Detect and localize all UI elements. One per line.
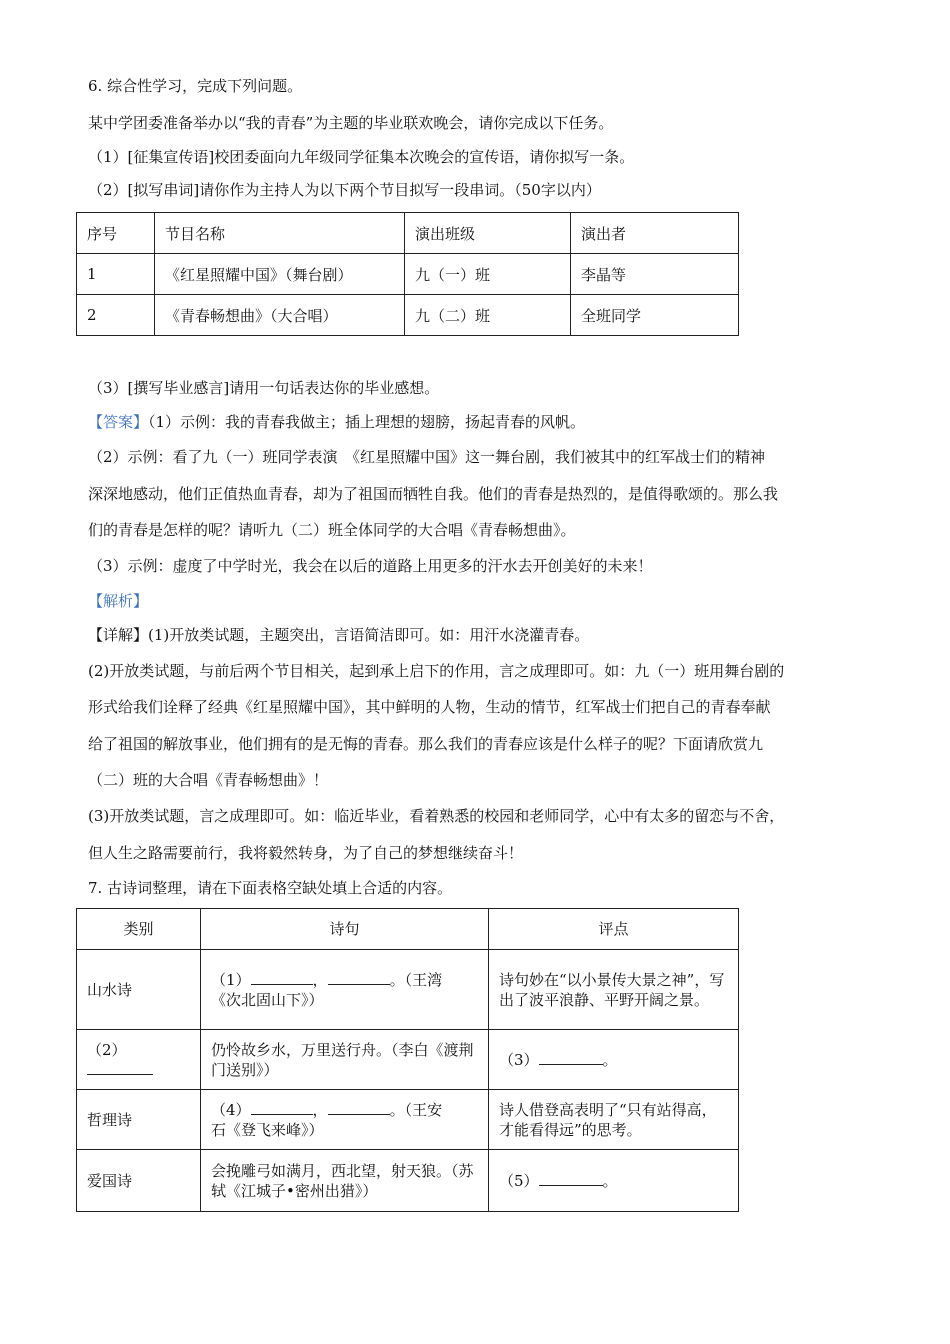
- table-row: [77, 950, 739, 1030]
- answer-blank[interactable]: [328, 1100, 390, 1115]
- answer-2-line-1: （2）示例：看了九（一）班同学表演 《红星照耀中国》这一舞台剧，我们被其中的红军战士们的精神: [88, 448, 766, 466]
- table-cell: 2: [77, 295, 155, 336]
- verse-cell: [201, 950, 489, 1030]
- analysis-tag: 【解析】: [88, 592, 149, 610]
- blank-number: （2）: [87, 1040, 127, 1059]
- detail-2-line-3: 给了祖国的解放事业，他们拥有的是无悔的青春。那么我们的青春应该是什么样子的呢？下面请欣赏九: [88, 735, 764, 753]
- detail-3-line-2: 但人生之路需要前行，我将毅然转身，为了自己的梦想继续奋斗！: [88, 844, 524, 862]
- comment-cell: 诗人借登高表明了“只有站得高，才能看得远”的思考。: [489, 1090, 739, 1150]
- q6-part3: （3）[撰写毕业感言]请用一句话表达你的毕业感想。: [88, 379, 440, 397]
- table-header-row: [77, 909, 739, 950]
- answer-blank[interactable]: [539, 1050, 603, 1065]
- header-cell: 演出者: [571, 213, 739, 254]
- verse-author: 。（王安: [389, 1100, 443, 1119]
- answer-blank[interactable]: [251, 1100, 313, 1115]
- answer-1: （1）示例：我的青春我做主；插上理想的翅膀，扬起青春的风帆。: [148, 413, 586, 431]
- answer-blank[interactable]: [539, 1171, 603, 1186]
- answer-2-line-2: 深深地感动，他们正值热血青春，却为了祖国而牺牲自我。他们的青春是热烈的，是值得歌颂的。那么我: [88, 485, 779, 503]
- q6-part2: （2）[拟写串词]请你作为主持人为以下两个节目拟写一段串词。（50字以内）: [88, 181, 601, 199]
- table-cell: 九（二）班: [405, 295, 571, 336]
- header-cell: 序号: [77, 213, 155, 254]
- table-row: [77, 1090, 739, 1150]
- punctuation: ，: [312, 970, 328, 989]
- comment-cell: [489, 1030, 739, 1090]
- table-cell: 《红星照耀中国》（舞台剧）: [155, 254, 405, 295]
- header-cell: 诗句: [201, 909, 489, 950]
- answer-2-line-3: 们的青春是怎样的呢？请听九（二）班全体同学的大合唱《青春畅想曲》。: [88, 521, 576, 539]
- verse-cell: 仍怜故乡水，万里送行舟。（李白《渡荆门送别》）: [201, 1030, 489, 1090]
- table-cell: 李晶等: [571, 254, 739, 295]
- blank-number: （3）: [499, 1050, 539, 1069]
- header-cell: 节目名称: [155, 213, 405, 254]
- answer-tag: 【答案】: [88, 413, 149, 431]
- table-row: [77, 1030, 739, 1090]
- q6-part1: （1）[征集宣传语]校团委面向九年级同学征集本次晚会的宣传语，请你拟写一条。: [88, 148, 635, 166]
- detail-2-line-4: （二）班的大合唱《青春畅想曲》！: [88, 771, 329, 789]
- punctuation: 。: [602, 1050, 618, 1069]
- table-row: [77, 1150, 739, 1212]
- q6-intro: 某中学团委准备举办以“我的青春”为主题的毕业联欢晚会，请你完成以下任务。: [88, 114, 614, 132]
- detail-3-line-1: (3)开放类试题，言之成理即可。如：临近毕业，看着熟悉的校园和老师同学，心中有太多的留恋与不舍，: [88, 807, 785, 825]
- detail-tag: 【详解】: [88, 626, 149, 644]
- table-cell: 《青春畅想曲》（大合唱）: [155, 295, 405, 336]
- comment-cell: [489, 1150, 739, 1212]
- answer-3: （3）示例：虚度了中学时光，我会在以后的道路上用更多的汗水去开创美好的未来！: [88, 557, 653, 575]
- blank-number: （5）: [499, 1171, 539, 1190]
- table-row: [77, 254, 739, 295]
- detail-2-line-1: (2)开放类试题，与前后两个节目相关，起到承上启下的作用，言之成理即可。如：九（一）班用舞台剧的: [88, 662, 785, 680]
- verse-cell: 会挽雕弓如满月，西北望，射天狼。（苏轼《江城子•密州出猎》）: [201, 1150, 489, 1212]
- verse-cell: [201, 1090, 489, 1150]
- table-header-row: [77, 213, 739, 254]
- program-table: [76, 212, 739, 336]
- category-cell: [77, 1030, 201, 1090]
- answer-line-1: [88, 412, 585, 432]
- verse-source: 石《登飞来峰》）: [211, 1120, 324, 1139]
- detail-2-line-2: 形式给我们诠释了经典《红星照耀中国》，其中鲜明的人物，生动的情节，红军战士们把自己的青春奉献: [88, 698, 771, 716]
- table-row: [77, 295, 739, 336]
- blank-number: （1）: [211, 970, 251, 989]
- detail-line-1: [88, 625, 589, 645]
- category-cell: 哲理诗: [77, 1090, 201, 1150]
- q7-title: 7. 古诗词整理，请在下面表格空缺处填上合适的内容。: [88, 879, 453, 897]
- table-cell: 九（一）班: [405, 254, 571, 295]
- detail-1: (1)开放类试题，主题突出，言语简洁即可。如：用汗水浇灌青春。: [148, 626, 590, 644]
- header-cell: 演出班级: [405, 213, 571, 254]
- q6-title: 6. 综合性学习，完成下列问题。: [88, 77, 303, 95]
- category-cell: 山水诗: [77, 950, 201, 1030]
- punctuation: 。: [602, 1171, 618, 1190]
- comment-cell: 诗句妙在“以小景传大景之神”，写出了波平浪静、平野开阔之景。: [489, 950, 739, 1030]
- poetry-table: [76, 908, 739, 1212]
- verse-source: 《次北固山下》）: [211, 990, 324, 1009]
- punctuation: ，: [312, 1100, 328, 1119]
- table-cell: 全班同学: [571, 295, 739, 336]
- category-cell: 爱国诗: [77, 1150, 201, 1212]
- table-cell: 1: [77, 254, 155, 295]
- header-cell: 评点: [489, 909, 739, 950]
- blank-number: （4）: [211, 1100, 251, 1119]
- answer-blank[interactable]: [251, 970, 313, 985]
- answer-blank[interactable]: [87, 1060, 153, 1075]
- verse-author: 。（王湾: [389, 970, 443, 989]
- header-cell: 类别: [77, 909, 201, 950]
- answer-blank[interactable]: [328, 970, 390, 985]
